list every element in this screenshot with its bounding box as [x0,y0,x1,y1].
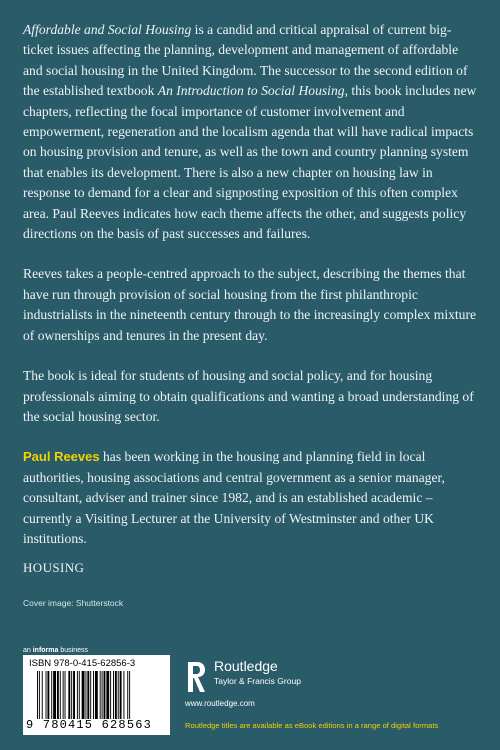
blurb-text: , this book includes new chapters, reflecting the focal importance of customer involvement and empowerment, regeneration and the localism agenda that will have radical impacts on housing provision and tenure, as well as the town and country planning system that enables its development. There is also a new chapter on housing law in response to demand for a clear and signposting exposition of this often complex area. Paul Reeves indicates how each theme affects the other, and suggests policy directions on the basis of past successes and failures. [23,83,477,242]
blurb-paragraph-1 [23,20,481,244]
author-bio [23,447,481,549]
author-name: Paul Reeves [23,449,100,465]
ebook-note: Routledge titles are available as eBook editions in a range of digital formats [185,721,439,730]
informa-suffix: business [58,647,88,654]
back-cover-blurb [23,20,481,569]
informa-line [23,647,88,654]
ean-digits: 9 780415 628563 [26,718,153,732]
routledge-logo-icon [185,660,207,694]
publisher-url: www.routledge.com [185,699,255,708]
barcode-icon [37,671,165,719]
prior-book-title: An Introduction to Social Housing [157,83,345,99]
subject-category: HOUSING [23,560,85,575]
publisher-name: Routledge [214,658,278,674]
informa-prefix: an [23,647,33,654]
informa-brand: informa [32,647,59,654]
author-bio-text: has been working in the housing and planning field in local authorities, housing associations and central government as a senior manager, consultant, adviser and trainer since 1982, and is an established academic – currently a Visiting Lecturer at the University of Westminster and other UK institutions. [23,449,445,546]
blurb-paragraph-2: Reeves takes a people-centred approach to the subject, describing the themes that have run through provision of social housing from the first philanthropic industrialists in the nineteenth century through to the increasingly complex mixture of ownerships and tenures in the present day. [23,266,477,343]
isbn-text: ISBN 978-0-415-62856-3 [29,658,136,669]
book-title: Affordable and Social Housing [23,22,192,37]
blurb-text: is a candid and critical appraisal of current big-ticket issues affecting the planning, development and management of affordable and social housing in the United Kingdom. The successor to the second edition of the established textbook [23,22,468,99]
blurb-paragraph-3: The book is ideal for students of housing and social policy, and for housing professionals aiming to obtain qualifications and wanting a broad understanding of the social housing sector. [23,368,474,424]
cover-credit: Cover image: Shutterstock [23,598,124,608]
publisher-group: Taylor & Francis Group [214,676,301,686]
barcode-panel [23,655,170,735]
